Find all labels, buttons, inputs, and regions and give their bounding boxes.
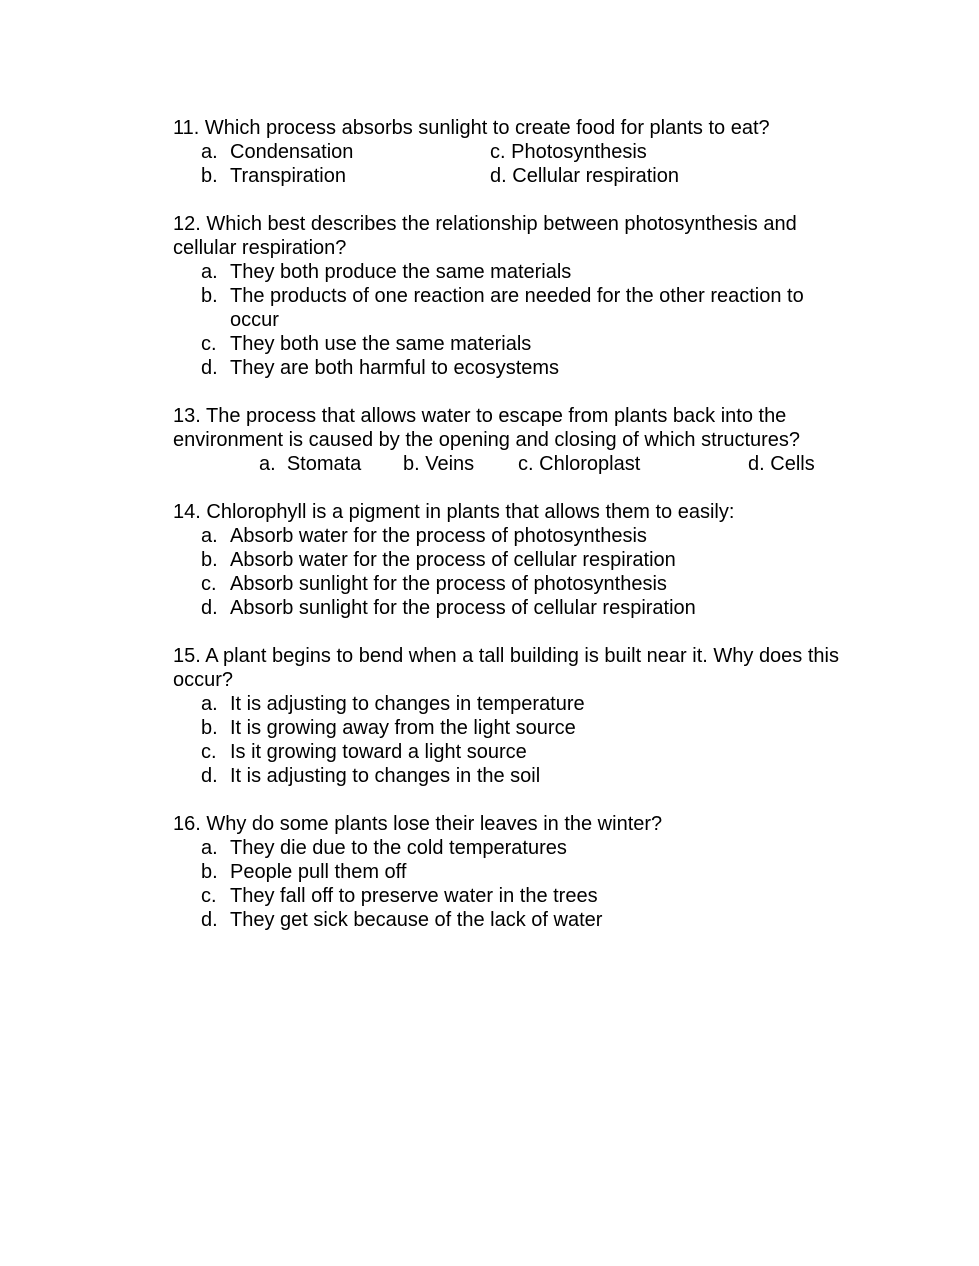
option-d <box>173 596 853 620</box>
option-text: Is it growing toward a light source <box>230 741 527 763</box>
option-b <box>403 452 474 476</box>
option-text: Absorb sunlight for the process of cellular respiration <box>230 597 696 619</box>
question-number: 12. <box>173 213 201 235</box>
option-text: It is growing away from the light source <box>230 717 576 739</box>
option-c <box>518 452 640 476</box>
question-number: 15. <box>173 645 201 667</box>
option-list <box>173 524 853 620</box>
option-text: They are both harmful to ecosystems <box>230 357 560 379</box>
option-text: The products of one reaction are needed for the other reaction to occur <box>230 285 804 331</box>
question-14 <box>173 500 853 620</box>
option-text: Chloroplast <box>539 453 641 475</box>
option-letter: d. <box>748 453 765 475</box>
question-text <box>173 212 853 260</box>
question-number: 16. <box>173 813 201 835</box>
option-a <box>259 452 361 476</box>
option-letter: b. <box>201 717 218 739</box>
question-text <box>173 500 853 524</box>
question-prompt: Chlorophyll is a pigment in plants that allows them to easily: <box>206 501 735 523</box>
question-prompt: Why do some plants lose their leaves in the winter? <box>206 813 663 835</box>
option-text: Absorb water for the process of cellular respiration <box>230 549 676 571</box>
option-letter: c. <box>201 885 217 907</box>
option-list <box>173 836 853 932</box>
option-c <box>173 740 853 764</box>
option-letter: a. <box>201 141 218 163</box>
option-letter: b. <box>201 861 218 883</box>
option-letter: d. <box>201 909 218 931</box>
option-b <box>173 164 490 188</box>
option-letter: a. <box>201 837 218 859</box>
option-text: Cellular respiration <box>512 165 679 187</box>
option-row <box>173 452 853 476</box>
option-c <box>173 332 853 356</box>
option-text: Photosynthesis <box>511 141 647 163</box>
question-text <box>173 404 853 452</box>
option-b <box>173 860 853 884</box>
question-text <box>173 116 853 140</box>
option-a <box>173 140 490 164</box>
option-letter: a. <box>259 453 276 475</box>
quiz-page <box>173 116 853 956</box>
option-text: Absorb water for the process of photosynthesis <box>230 525 647 547</box>
option-text: Cells <box>770 453 815 475</box>
question-16 <box>173 812 853 932</box>
option-d <box>748 452 815 476</box>
option-letter: d. <box>201 765 218 787</box>
question-prompt: Which best describes the relationship between photosynthesis and cellular respiration? <box>173 213 797 259</box>
question-prompt: Which process absorbs sunlight to create food for plants to eat? <box>204 117 770 139</box>
option-list <box>173 260 853 380</box>
option-a <box>173 524 853 548</box>
option-text: People pull them off <box>230 861 407 883</box>
option-letter: d. <box>490 165 507 187</box>
option-letter: c. <box>490 141 506 163</box>
option-c <box>173 884 853 908</box>
question-number: 14. <box>173 501 201 523</box>
option-d <box>173 356 853 380</box>
option-text: They both use the same materials <box>230 333 532 355</box>
option-a <box>173 836 853 860</box>
question-text <box>173 812 853 836</box>
question-prompt: The process that allows water to escape from plants back into the environment is caused by the opening and closing of which structures? <box>173 405 801 451</box>
option-d <box>173 908 853 932</box>
option-grid <box>173 140 853 188</box>
option-letter: b. <box>201 549 218 571</box>
option-text: Stomata <box>286 453 362 475</box>
option-a <box>173 692 853 716</box>
option-letter: c. <box>518 453 534 475</box>
option-text: Veins <box>425 453 475 475</box>
option-letter: d. <box>201 357 218 379</box>
option-letter: a. <box>201 693 218 715</box>
option-text: It is adjusting to changes in the soil <box>230 765 541 787</box>
option-letter: c. <box>201 573 217 595</box>
option-letter: c. <box>201 333 217 355</box>
option-letter: d. <box>201 597 218 619</box>
option-letter: a. <box>201 261 218 283</box>
option-c <box>490 140 790 164</box>
option-text: Absorb sunlight for the process of photosynthesis <box>230 573 667 595</box>
option-d <box>173 764 853 788</box>
question-13 <box>173 404 853 476</box>
option-a <box>173 260 853 284</box>
question-11 <box>173 116 853 188</box>
question-number: 13. <box>173 405 201 427</box>
option-letter: c. <box>201 741 217 763</box>
question-12 <box>173 212 853 380</box>
question-text <box>173 644 853 692</box>
option-letter: b. <box>403 453 420 475</box>
option-letter: b. <box>201 165 218 187</box>
option-text: Transpiration <box>230 165 346 187</box>
option-text: They get sick because of the lack of water <box>230 909 603 931</box>
option-b <box>173 716 853 740</box>
option-list <box>173 692 853 788</box>
option-letter: a. <box>201 525 218 547</box>
question-15 <box>173 644 853 788</box>
option-b <box>173 548 853 572</box>
option-text: They fall off to preserve water in the trees <box>230 885 598 907</box>
option-d <box>490 164 790 188</box>
question-prompt: A plant begins to bend when a tall building is built near it. Why does this occur? <box>173 645 839 691</box>
option-text: Condensation <box>230 141 354 163</box>
option-b <box>173 284 853 332</box>
option-letter: b. <box>201 285 218 307</box>
option-text: They die due to the cold temperatures <box>230 837 567 859</box>
option-text: It is adjusting to changes in temperature <box>230 693 585 715</box>
question-number: 11. <box>173 117 200 139</box>
option-text: They both produce the same materials <box>230 261 572 283</box>
option-c <box>173 572 853 596</box>
